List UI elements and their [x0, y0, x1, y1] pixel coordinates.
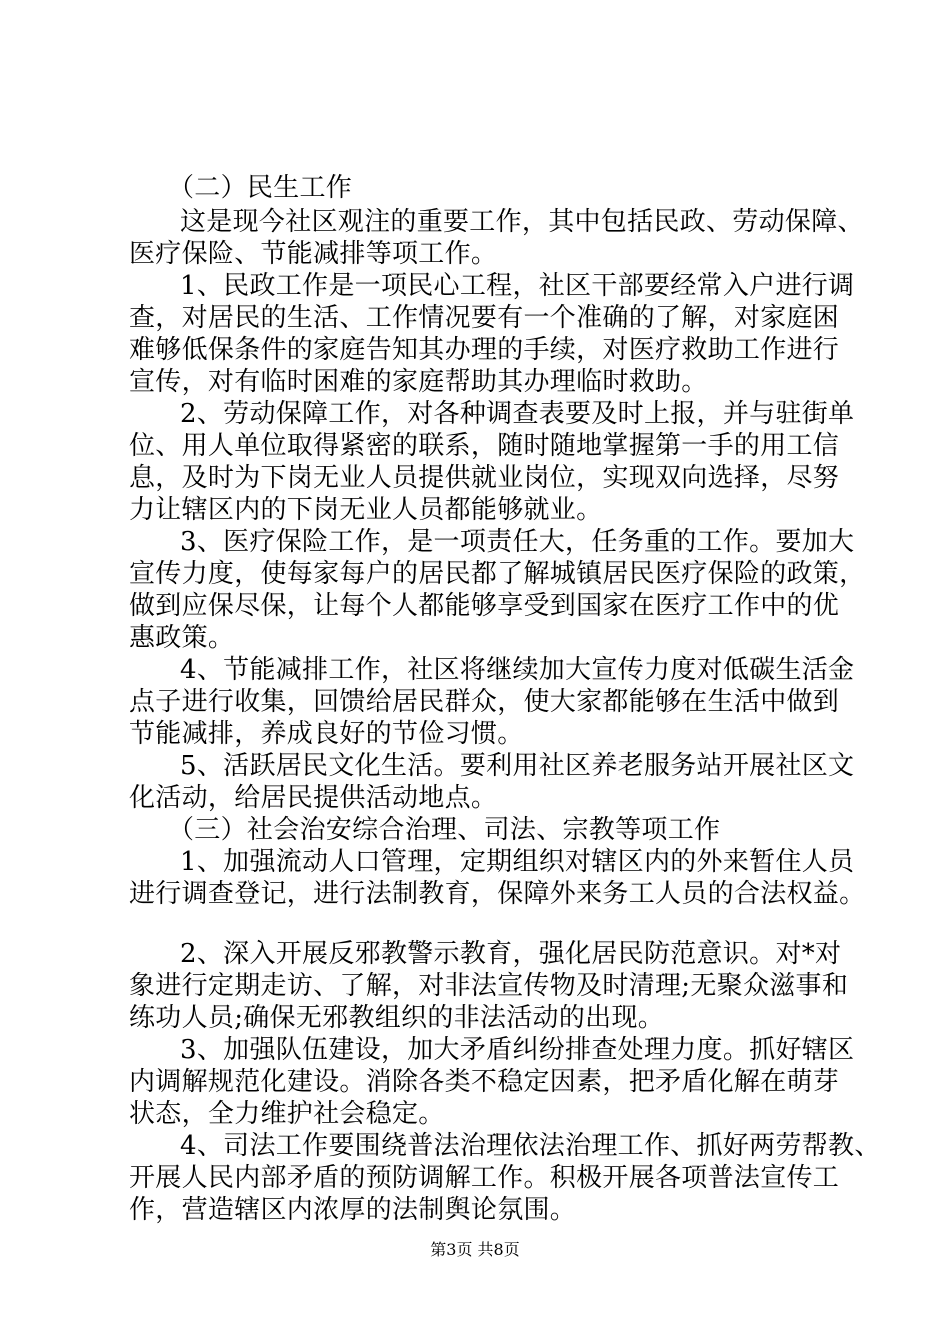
paragraph-line: 象进行定期走访、了解，对非法宣传物及时清理;无聚众滋事和 [129, 971, 849, 1001]
paragraph-line: 医疗保险、节能减排等项工作。 [129, 239, 498, 269]
paragraph-line: 化活动，给居民提供活动地点。 [129, 783, 498, 813]
paragraph-line: 息，及时为下岗无业人员提供就业岗位，实现双向选择，尽努 [129, 463, 840, 493]
paragraph-line: 4、司法工作要围绕普法治理依法治理工作、抓好两劳帮教、 [180, 1131, 881, 1161]
paragraph-line: 2、劳动保障工作，对各种调查表要及时上报，并与驻街单 [180, 399, 855, 429]
paragraph-line: 惠政策。 [129, 623, 235, 653]
paragraph-line: 力让辖区内的下岗无业人员都能够就业。 [129, 495, 603, 525]
paragraph-line: 宣传力度，使每家每户的居民都了解城镇居民医疗保险的政策， [129, 559, 866, 589]
paragraph-line: 这是现今社区观注的重要工作，其中包括民政、劳动保障、 [180, 207, 864, 237]
paragraph-line: 练功人员;确保无邪教组织的非法活动的出现。 [129, 1003, 665, 1033]
paragraph-line: 1、加强流动人口管理，定期组织对辖区内的外来暂住人员 [180, 847, 855, 877]
paragraph-line: 进行调查登记，进行法制教育，保障外来务工人员的合法权益。 [129, 879, 866, 909]
paragraph-line: 3、医疗保险工作，是一项责任大，任务重的工作。要加大 [180, 527, 855, 557]
paragraph-line: 3、加强队伍建设，加大矛盾纠纷排查处理力度。抓好辖区 [180, 1035, 855, 1065]
section-heading: （三）社会治安综合治理、司法、宗教等项工作 [168, 815, 721, 845]
paragraph-line: 1、民政工作是一项民心工程，社区干部要经常入户进行调 [180, 271, 855, 301]
paragraph-line: 开展人民内部矛盾的预防调解工作。积极开展各项普法宣传工 [129, 1163, 840, 1193]
paragraph-line: 点子进行收集，回馈给居民群众，使大家都能够在生活中做到 [129, 687, 840, 717]
paragraph-line: 状态，全力维护社会稳定。 [129, 1099, 445, 1129]
paragraph-line: 4、节能减排工作，社区将继续加大宣传力度对低碳生活金 [180, 655, 855, 685]
page-number-footer: 第3页 共8页 [430, 1240, 520, 1259]
paragraph-line: 查，对居民的生活、工作情况要有一个准确的了解，对家庭困 [129, 303, 840, 333]
paragraph-line: 位、用人单位取得紧密的联系，随时随地掌握第一手的用工信 [129, 431, 840, 461]
paragraph-line: 节能减排，养成良好的节俭习惯。 [129, 719, 524, 749]
paragraph-line: 难够低保条件的家庭告知其办理的手续，对医疗救助工作进行 [129, 335, 840, 365]
paragraph-line: 2、深入开展反邪教警示教育，强化居民防范意识。对*对 [180, 939, 842, 969]
paragraph-line: 作，营造辖区内浓厚的法制舆论氛围。 [129, 1195, 577, 1225]
paragraph-line: 5、活跃居民文化生活。要利用社区养老服务站开展社区文 [180, 751, 855, 781]
paragraph-line: 内调解规范化建设。消除各类不稳定因素，把矛盾化解在萌芽 [129, 1067, 840, 1097]
section-heading: （二）民生工作 [168, 173, 353, 203]
paragraph-line: 做到应保尽保，让每个人都能够享受到国家在医疗工作中的优 [129, 591, 840, 621]
paragraph-line: 宣传，对有临时困难的家庭帮助其办理临时救助。 [129, 367, 708, 397]
